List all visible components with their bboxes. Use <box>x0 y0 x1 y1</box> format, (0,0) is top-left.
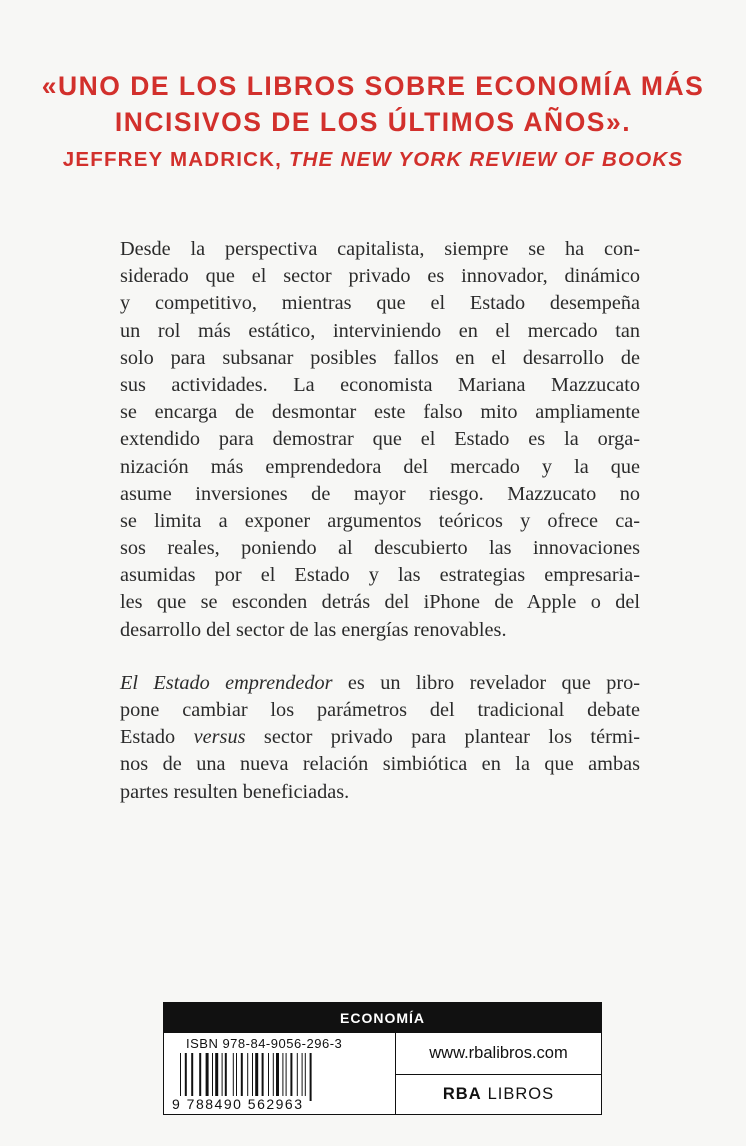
barcode-bar <box>233 1053 234 1101</box>
imprint-box <box>163 1002 602 1115</box>
barcode-bar <box>185 1053 187 1101</box>
paragraph-1-line: se limita a exponer argumentos teóricos y ofrece ca- <box>120 509 640 532</box>
barcode-bar <box>305 1053 306 1101</box>
paragraph-2-line: El Estado emprendedor es un libro revelador que pro- <box>120 671 640 694</box>
paragraph-1-line: desarrollo del sector de las energías renovables. <box>120 618 507 641</box>
paragraph-1-line: y competitivo, mientras que el Estado desempeña <box>120 292 640 315</box>
barcode-graphic <box>172 1053 388 1101</box>
paragraph-1-line: asume inversiones de mayor riesgo. Mazzucato no <box>120 482 640 505</box>
barcode-bar <box>255 1053 258 1101</box>
book-description <box>120 236 640 806</box>
barcode-bar <box>268 1053 269 1101</box>
quote-author: JEFFREY MADRICK, <box>62 148 289 171</box>
publisher-logo: RBA LIBROS <box>442 1085 555 1103</box>
paragraph-1-line: solo para subsanar posibles fallos en el desarrollo de <box>120 346 640 369</box>
barcode-bar <box>241 1053 243 1101</box>
paragraph-1-line: un rol más estático, interviniendo en el mercado tan <box>120 319 640 342</box>
paragraph-1-line: sus actividades. La economista Mariana Mazzucato <box>120 373 640 396</box>
quote-attribution <box>0 147 746 173</box>
barcode-bar <box>206 1053 209 1101</box>
paragraph-1-line: Desde la perspectiva capitalista, siempre se ha con- <box>120 238 640 260</box>
barcode-bar <box>273 1053 274 1101</box>
barcode-bar <box>290 1053 292 1101</box>
barcode-bar <box>297 1053 298 1101</box>
paragraph-1-line: les que se esconden detrás del iPhone de Apple o del <box>120 591 640 614</box>
paragraph-2-line: nos de una nueva relación simbiótica en la que ambas <box>120 753 640 776</box>
quote-line-2: INCISIVOS DE LOS ÚLTIMOS AÑOS». <box>114 107 632 137</box>
barcode-bar <box>199 1053 201 1101</box>
barcode-bar <box>302 1053 303 1101</box>
paragraph-1-line: se encarga de desmontar este falso mito ampliamente <box>120 401 640 424</box>
paragraph-2-line: pone cambiar los parámetros del tradicional debate <box>120 699 640 721</box>
barcode-digits: 9 788490 562963 <box>172 1096 304 1112</box>
paragraph-1-line: nización más emprendedora del mercado y la que <box>120 455 640 478</box>
paragraph-1-line: siderado que el sector privado es innovador, dinámico <box>120 265 640 288</box>
barcode-bar <box>310 1053 312 1101</box>
book-title-italic: El Estado emprendedor <box>120 671 333 694</box>
quote-publication: THE NEW YORK REVIEW OF BOOKS <box>288 148 684 171</box>
barcode-bar <box>180 1053 181 1101</box>
category-label: ECONOMÍA <box>164 1003 601 1033</box>
barcode-bar <box>252 1053 253 1101</box>
isbn-number: ISBN 978-84-9056-296-3 <box>186 1036 343 1051</box>
paragraph-2-line: partes resulten beneficiadas. <box>120 780 350 803</box>
barcode-bar <box>225 1053 227 1101</box>
publisher-website[interactable]: www.rbalibros.com <box>396 1033 601 1075</box>
barcode-bar <box>282 1053 283 1101</box>
barcode-bar <box>191 1053 193 1101</box>
barcode-bar <box>262 1053 264 1101</box>
barcode-bar <box>247 1053 248 1101</box>
paragraph-1-line: extendido para demostrar que el Estado es la orga- <box>120 428 640 451</box>
description-paragraph-2 <box>120 670 640 806</box>
paragraph-2-line: Estado versus sector privado para plantear los térmi- <box>120 726 640 749</box>
versus-italic: versus <box>193 726 246 749</box>
barcode-bar <box>236 1053 237 1101</box>
barcode-bar <box>215 1053 218 1101</box>
quote-line-1: «UNO DE LOS LIBROS SOBRE ECONOMÍA MÁS <box>41 71 705 101</box>
paragraph-1-line: asumidas por el Estado y las estrategias empresaria- <box>120 564 640 587</box>
paragraph-1-line: sos reales, poniendo al descubierto las innovaciones <box>120 537 640 560</box>
barcode-bar <box>212 1053 213 1101</box>
barcode-bar <box>222 1053 223 1101</box>
description-paragraph-1 <box>120 236 640 644</box>
barcode-bar <box>286 1053 287 1101</box>
review-quote <box>0 68 746 173</box>
barcode-bar <box>276 1053 279 1101</box>
barcode-area <box>164 1033 396 1115</box>
